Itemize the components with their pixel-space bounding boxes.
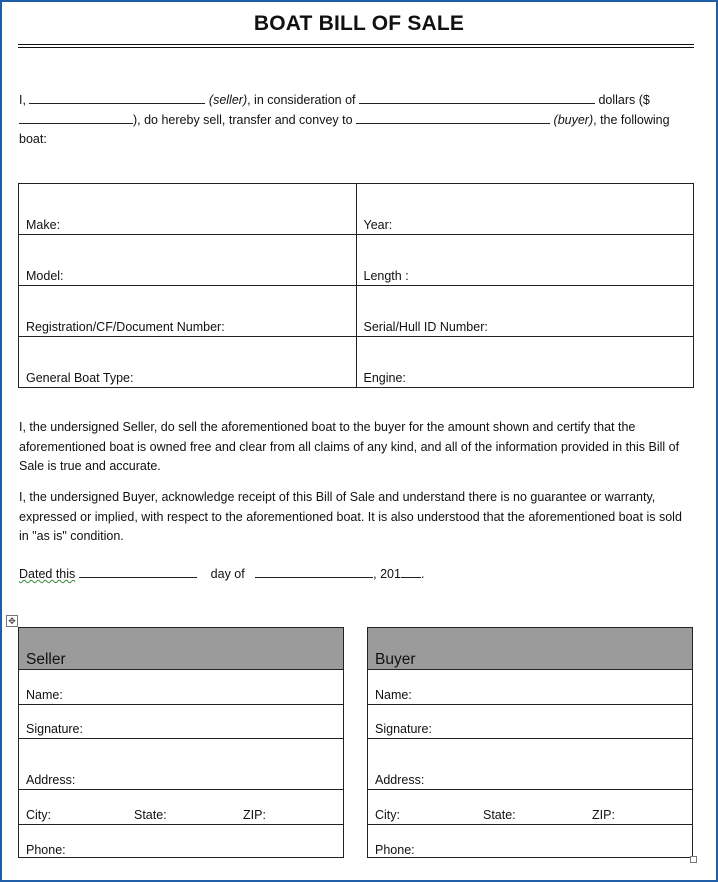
intro-text-3: dollars ($ — [594, 93, 650, 107]
amount-words-blank[interactable] — [359, 91, 595, 104]
seller-phone-row[interactable] — [19, 825, 343, 859]
intro-text-4: ), do hereby sell, transfer and convey to — [133, 112, 357, 127]
buyer-address-label: Address: — [375, 773, 425, 787]
seller-name-blank[interactable] — [29, 91, 205, 104]
seller-signature-label: Signature: — [26, 722, 83, 736]
seller-box — [18, 627, 344, 858]
model-field[interactable]: Model: — [19, 235, 357, 286]
buyer-name-blank[interactable] — [356, 111, 550, 124]
boat-type-field[interactable]: General Boat Type: — [19, 337, 357, 388]
seller-phone-label: Phone: — [26, 843, 66, 857]
buyer-tag: (buyer) — [553, 112, 594, 127]
seller-address-label: Address: — [26, 773, 76, 787]
document-title: BOAT BILL OF SALE — [253, 12, 465, 35]
registration-field[interactable]: Registration/CF/Document Number: — [19, 286, 357, 337]
year-field[interactable]: Year: — [356, 184, 694, 235]
seller-signature-row[interactable] — [19, 705, 343, 739]
buyer-name-row[interactable] — [368, 670, 692, 705]
intro-text-5: , the following — [593, 112, 670, 127]
buyer-address-row[interactable] — [368, 739, 692, 790]
seller-tag: (seller) — [208, 93, 248, 107]
serial-field[interactable]: Serial/Hull ID Number: — [356, 286, 694, 337]
buyer-signature-row[interactable] — [368, 705, 692, 739]
table-row — [19, 337, 694, 388]
make-field[interactable]: Make: — [19, 184, 357, 235]
buyer-city-row[interactable] — [368, 790, 692, 825]
intro-text-6: boat: — [19, 132, 47, 146]
buyer-statement: I, the undersigned Buyer, acknowledge receipt of this Bill of Sale and understand there is no guarantee or warranty, expressed or implied, with respect to the aforementioned boat. It is also understood that the aforementioned boat is sold in "as is" condition. — [19, 490, 682, 543]
length-field[interactable]: Length : — [356, 235, 694, 286]
move-arrows-icon[interactable]: ✥ — [6, 615, 18, 627]
day-of-label: day of — [210, 567, 245, 581]
seller-statement: I, the undersigned Seller, do sell the aforementioned boat to the buyer for the amount shown and certify that the aforementioned boat is owned free and clear from all claims of any kind, and all of the information provided in this Bill of Sale is true and accurate. — [19, 420, 680, 473]
seller-name-label: Name: — [26, 688, 63, 702]
buyer-phone-label: Phone: — [375, 843, 415, 857]
amount-number-blank[interactable] — [19, 111, 133, 124]
buyer-box-title: Buyer — [368, 628, 692, 670]
year-blank[interactable] — [401, 565, 421, 578]
month-blank[interactable] — [255, 565, 373, 578]
buyer-city-label: City: — [375, 808, 400, 822]
seller-name-row[interactable] — [19, 670, 343, 705]
buyer-zip-label: ZIP: — [592, 808, 615, 822]
day-blank[interactable] — [79, 565, 197, 578]
intro-paragraph — [19, 91, 695, 150]
buyer-state-label: State: — [483, 808, 516, 822]
seller-state-label: State: — [134, 808, 167, 822]
title-rule-top — [18, 44, 694, 45]
table-row — [19, 286, 694, 337]
intro-text-1: I, — [19, 93, 30, 107]
buyer-name-label: Name: — [375, 688, 412, 702]
buyer-signature-label: Signature: — [375, 722, 432, 736]
year-prefix: , 201 — [373, 567, 401, 581]
seller-city-label: City: — [26, 808, 51, 822]
seller-zip-label: ZIP: — [243, 808, 266, 822]
dated-line — [19, 565, 695, 585]
buyer-phone-row[interactable] — [368, 825, 692, 859]
buyer-box — [367, 627, 693, 858]
dated-end: . — [420, 567, 425, 581]
seller-city-row[interactable] — [19, 790, 343, 825]
dated-label: Dated this — [19, 567, 76, 581]
seller-address-row[interactable] — [19, 739, 343, 790]
table-row — [19, 235, 694, 286]
engine-field[interactable]: Engine: — [356, 337, 694, 388]
seller-box-title: Seller — [19, 628, 343, 670]
table-row — [19, 184, 694, 235]
boat-details-table — [18, 183, 694, 388]
title-rule-bottom — [18, 47, 694, 48]
intro-text-2: , in consideration of — [247, 93, 359, 107]
resize-handle-icon[interactable] — [690, 856, 697, 863]
